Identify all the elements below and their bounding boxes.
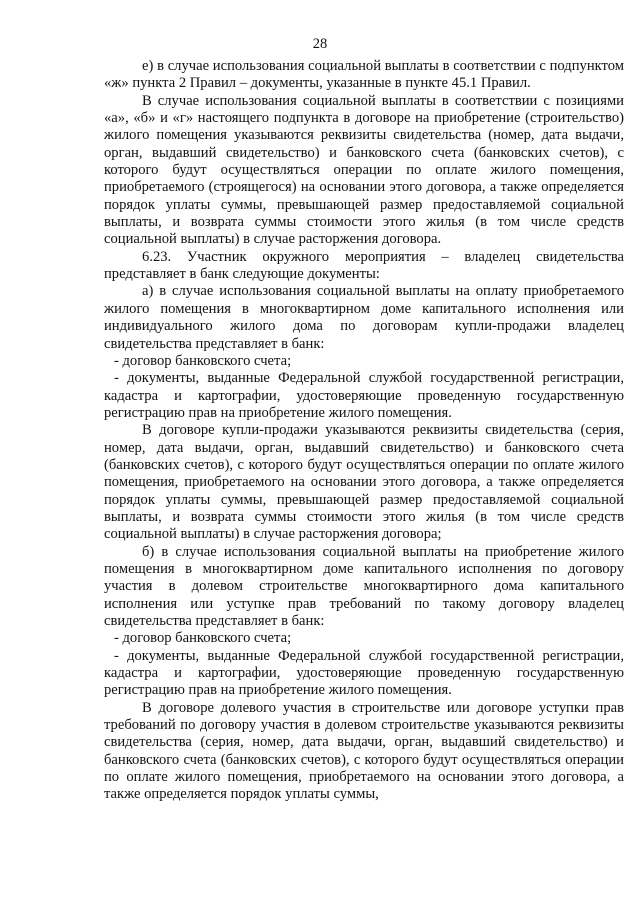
paragraph-section-6-23: 6.23. Участник окружного мероприятия – владелец свидетельства представляет в банк следующие документы: bbox=[104, 248, 624, 283]
paragraph-contract-requisites: В случае использования социальной выплаты в соответствии с позициями «а», «б» и «г» настоящего подпункта в договоре на приобретение (строительство) жилого помещения указываются реквизиты свидетельства (номер, дата выдачи, орган, выдавший свидетельство) и банковского счета (банковских счетов), с которого будут осуществляться операции по оплате жилого помещения, приобретаемого (строящегося) на основании этого договора, а также определяется порядок уплаты суммы, превышающей размер предоставляемой социальной выплаты, и возврата суммы стоимости этого жилья (в том числе средств социальной выплаты) в случае расторжения договора. bbox=[104, 92, 624, 248]
paragraph-subitem-b: б) в случае использования социальной выплаты на приобретение жилого помещения в многоквартирном доме капитального исполнения по договору участия в долевом строительстве многоквартирного дома капитального исполнения или уступке прав требований по такому договору владелец свидетельства представляет в банк: bbox=[104, 543, 624, 629]
paragraph-shared-construction-contract: В договоре долевого участия в строительстве или договоре уступки прав требований по договору участия в долевом строительстве указываются реквизиты свидетельства (серия, номер, дата выдачи, орган, выдавший свидетельство) и банковского счета (банковских счетов), с которого будут осуществляться операции по оплате жилого помещения, приобретаемого на основании этого договора, а также определяется порядок уплаты суммы, bbox=[104, 699, 624, 803]
list-item-registration-documents-2: - документы, выданные Федеральной службой государственной регистрации, кадастра и картографии, удостоверяющие проведенную государственную регистрацию прав на приобретение жилого помещения. bbox=[104, 647, 624, 699]
list-item-bank-account-contract-2: - договор банковского счета; bbox=[114, 630, 292, 647]
paragraph-subitem-a: а) в случае использования социальной выплаты на оплату приобретаемого жилого помещения в многоквартирном доме капитального исполнения или индивидуального жилого дома по договорам купли-продажи владелец свидетельства представляет в банк: bbox=[104, 283, 624, 352]
paragraph-subitem-e: е) в случае использования социальной выплаты в соответствии с подпунктом «ж» пункта 2 Правил – документы, указанные в пункте 45.1 Правил. bbox=[104, 58, 624, 92]
paragraph-sale-contract: В договоре купли-продажи указываются реквизиты свидетельства (серия, номер, дата выдачи, орган, выдавший свидетельство) и банковского счета (банковских счетов), с которого будут осуществляться операции по оплате жилого помещения, приобретаемого на основании этого договора, а также определяется порядок уплаты суммы, превышающей размер предоставляемой социальной выплаты, и возврата суммы стоимости этого жилья (в том числе средств социальной выплаты) в случае расторжения договора; bbox=[104, 422, 624, 543]
document-body bbox=[104, 58, 624, 804]
page-number: 28 bbox=[312, 36, 328, 52]
list-item-bank-account-contract: - договор банковского счета; bbox=[114, 352, 292, 369]
list-item-registration-documents: - документы, выданные Федеральной службой государственной регистрации, кадастра и картографии, удостоверяющие проведенную государственную регистрацию прав на приобретение жилого помещения. bbox=[104, 370, 624, 421]
